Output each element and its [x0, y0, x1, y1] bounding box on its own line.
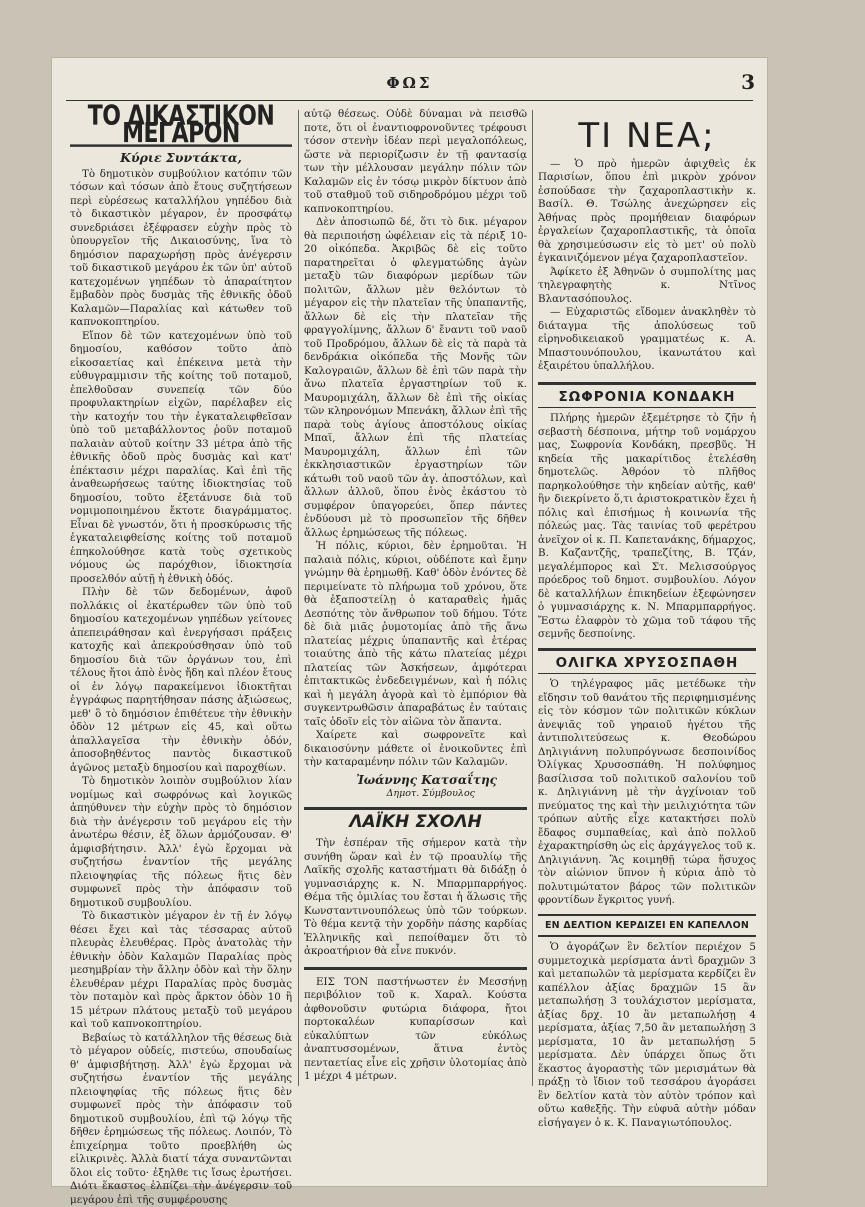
- paragraph: Βεβαίως τὸ κατάλληλον τῆς θέσεως διὰ τὸ μέγαρον οὐδείς, πιστεύω, σπουδαίως θ' ἀμφισβήτησῃ. Ἀλλ' ἐγὼ ἔρχομαι νὰ συζητήσω ἐναντίον τῆς μεγάλης πλειοψηφίας τῆς πόλεως ἥτις δὲν συμφωνεῖ πρὸς τὴν ἀπόφασιν τοῦ δημοτικοῦ συμβουλίου, ἐπὶ τῷ λόγῳ τῆς δῆθεν ἐρημώσεως τῆς πόλεως. Λοιπόν, Τὸ ἐπιχείρημα τοῦτο προεβλήθη ὡς εἰλικρινὲς. Ἀλλὰ διατί τάχα συναντῶνται ὅλοι εἰς τοῦτο· ἐξηλθε τις ἴσως ἐρωτήσει. Διότι ἕκαστος ἐλπίζει τὴν ἀνέγερσιν τοῦ μεγάρου ἐπὶ τῆς συμφέρουσης: [70, 1032, 292, 1207]
- advertisement: ΕΙΣ ΤΟΝ παστήνωστεν ἐν Μεσσήνῃ περιβόλιον τοῦ κ. Χαραλ. Κούστα ἀφθονοῦσιν φυτώρια διάφορα, ἤτοι πορτοκαλέων κυπαρίσσων καὶ εὐκαλύπτων τῶν εὐκόλως ἀναπτυσσομένων, ἅτινα ἐντὸς πενταετίας εἶνε εἰς χρῆσιν ὑλοτομίας ἀπὸ 1 μέχρι 4 μέτρων.: [304, 976, 527, 1084]
- page-number: 3: [741, 70, 755, 94]
- section-rule: [538, 382, 756, 385]
- paragraph: Πλὴν δὲ τῶν δεδομένων, ἀφοῦ πολλάκις οἱ ἑκατέρωθεν τῶν ὑπὸ τοῦ δημοσίου κατεχομένων γηπέδων γείτονες ἀπεπειράθησαν καὶ ἐνεργήσασι πράξεις κατοχῆς καὶ ἀπεκρούσθησαν ὑπὸ τοῦ δημοσίου διὰ τῶν ὀργάνων του, ἐπὶ τέλους ἤτοι ἀπὸ ἑνὸς ἤδη καὶ πλέον ἔτους οἱ ἐν λόγῳ παρακείμενοι ἰδιοκτῆται ἐγγράφως παρητήθησαν πάσης ἀξιώσεως, μεθ' ὃ τὸ δημόσιον ἐπιθέτευε τὴν ἐθνικὴν ὁδὸν 12 μέτρων εἰς 45, καὶ οὕτω ἀπαλλαγεῖσα τὴν ἐθνικὴν ὁδόν, ἀποσοβηθέντος παντὸς δικαστικοῦ ἀγῶνος μεταξὺ δημοσίου καὶ παροχθίων.: [70, 586, 292, 775]
- paragraph: Τὸ δικαστικὸν μέγαρον ἐν τῇ ἐν λόγῳ θέσει ἔχει καὶ τὰς τέσσαρας αὐτοῦ πλευρὰς ἐλευθέρας. Πρὸς ἀνατολὰς τὴν ἐθνικὴν ὁδὸν Καλαμῶν Παραλίας πρὸς μεσημβρίαν τὴν ἄλλην ὁδὸν καὶ τὴν ὅλην ἐλευθέραν μέχρι Παραλίας πρὸς δυσμὰς τὸν ποταμὸν καὶ πρὸς ἄρκτον ὁδὸν 10 ἢ 15 μέτρων πλάτους μεταξὺ τοῦ μεγάρου καὶ τοῦ καπνοκοπτηρίου.: [70, 910, 292, 1032]
- column-2: [304, 108, 527, 1166]
- section-rule: [304, 967, 527, 970]
- paragraph: Τὸ δημοτικὸν συμβούλιον κατόπιν τῶν τόσων καὶ τόσων ἀπὸ ἔτους συζητήσεων περὶ εὑρέσεως καταλλήλου γηπέδου διὰ τὸ δικαστικὸν μέγαρον, ἐν προσφάτῳ συνεδριάσει ἐξέφρασεν εὐχὴν πρὸς τὸ ὑπουργεῖον τῆς Δικαιοσύνης, ἵνα τὸ δημόσιον παραχωρήσῃ πρὸς ἀνέγερσιν τοῦ δικαστικοῦ μεγάρου ἐκ τῶν ὑπ' αὐτοῦ κατεχομένων γηπέδων τὸ ἀπαραίτητον ἔμβαδὸν πρὸς δυσμὰς τῆς ἐθνικῆς ὁδοῦ Καλαμῶν—Παραλίας καὶ κάτωθεν τοῦ καπνοκοπτηρίου.: [70, 168, 292, 330]
- paragraph: Τὴν ἑσπέραν τῆς σήμερον κατὰ τὴν συνήθη ὥραν καὶ ἐν τῷ προαυλίῳ τῆς Λαϊκῆς σχολῆς καταστήματι θὰ διδάξῃ ὁ γυμνασιάρχης κ. Ν. Μπαρμπαρρήγος. Θέμα τῆς ὁμιλίας του ἔσται ἡ ἅλωσις τῆς Κωνσταντινουπόλεως ὑπὸ τῶν τούρκων. Τὸ θέμα κεντᾷ τὴν χορδὴν πάσης καρδίας Ἑλληνικῆς καὶ πεποίθαμεν ὅτι τὸ ἀκροατήριον θὰ εἶνε πυκνόν.: [304, 837, 527, 959]
- masthead: [52, 68, 767, 98]
- section-rule: [538, 648, 756, 651]
- obituary-title: ΣΩΦΡΟΝΙΑ ΚΟΝΔΑΚΗ: [538, 391, 756, 409]
- paragraph: Ὁ τηλέγραφος μᾶς μετέδωκε τὴν εἴδησιν τοῦ θανάτου τῆς περιφημισμένης εἰς τὸν κόσμον τῶν πολιτικῶν κύκλων ἀνεψιᾶς τοῦ γηραιοῦ ἡγέτου τῆς ἀντιπολιτεύσεως κ. Θεοδώρου Δηλιγιάννη πολυπρόγνωσε δεσποινίδος Ὀλίγκας Χρυσοσπάθη. Ἡ πολύφημος βασίλισσα τοῦ πολιτικοῦ σαλονίου τοῦ κ. Δηλιγιάννη μὲ τὴν ἀγχίνοιαν τοῦ πνεύματος της καὶ τὴν μειλιχιότητα τῶν τρόπων αὐτῆς εἶχε κατακτήσει πολὺ ἔδαφος συμπαθείας, καὶ ἀπὸ πολλοῦ ἐχαρακτηρίσθη ὡς εἰς ἀρχάγγελος τοῦ κ. Δηλιγιάννη. Ἂς κοιμηθῇ τώρα ἥσυχος τὸν αἰώνιον ὕπνον ἡ κύρια ἀπὸ τὸ πολυτιμώτατον βάρος τῶν πολιτικῶν φροντίδων ἔγκριτος γυνή.: [538, 678, 756, 908]
- signature: Ἰωάννης Κατσαΐτης: [304, 774, 527, 788]
- column-divider: [532, 110, 533, 1086]
- section-rule: [304, 807, 527, 810]
- paper-name: ΦΩΣ: [52, 74, 767, 92]
- signature-title: Δημοτ. Σύμβουλος: [304, 787, 527, 801]
- news-item: — Ὁ πρὸ ἡμερῶν ἀφιχθεὶς ἐκ Παρισίων, ὅπου ἐπὶ μικρὸν χρόνον ἐσπούδασε τὴν ζαχαροπλαστικὴν κ. Βασίλ. Θ. Τσώλης ἀνεχώρησεν εἰς Ἀθήνας πρὸς προμήθειαν διαφόρων ἐργαλείων ζαχαροπλαστικῆς, τὰ ὁποῖα θὰ χρησιμεύσωσιν εἰς τὸ μετ' οὐ πολὺ ἐγκαινιζόμενον μέγα ζαχαροπλαστεῖον.: [538, 158, 756, 266]
- newspaper-page: [52, 58, 767, 1186]
- paragraph: Χαίρετε καὶ σωφρονεῖτε καὶ δικαιοσύνην μάθετε οἱ ἐνοικοῦντες ἐπὶ τὴν καταραμένην πόλιν τῶν Καλαμῶν.: [304, 729, 527, 770]
- paragraph: Πλήρης ἡμερῶν ἐξεμέτρησε τὸ ζῆν ἡ σεβαστὴ δέσποινα, μήτηρ τοῦ νομάρχου μας, Σωφρονία Κονδάκη, πρεσβῦς. Ἡ κηδεία τῆς μακαρίτιδος ἐτελέσθη δημοτελῶς. Ἀθρόον τὸ πλῆθος παρηκολούθησε τὴν κηδείαν αὐτῆς, καθ' ἣν διεκρίνετο ὅ,τι ἀριστοκρατικὸν ἔχει ἡ πόλις καὶ ἐπισήμως ἡ κοινωνία τῆς πόλεώς μας. Τὰς ταινίας τοῦ φερέτρου ἀνεῖχον οἱ κ. Π. Καπετανάκης, δήμαρχος, Β. Καζαντζῆς, τραπεζίτης, Β. Τζάν, μεγαλέμπορος καὶ Στ. Μελισσούργος πρόεδρος τοῦ δημοτ. συμβουλίου. Λόγον δὲ καταλλήλων ἐπικηδείων ἐξεφώνησεν ὁ γυμνασιάρχης κ. Ν. Μπαρμπαρρήγος. Ἔστω ἐλαφρὸν τὸ χῶμα τοῦ τάφου τῆς σεμνῆς δεσποίνης.: [538, 412, 756, 642]
- news-item: — Εὐχαριστῶς εἴδομεν ἀνακληθὲν τὸ διάταγμα τῆς ἀπολύσεως τοῦ εἰρηνοδικειακοῦ γραμματέως κ. Α. Μπαστουνόπουλου, ἱκανωτάτου καὶ ἐξαιρέτου ὑπαλλήλου.: [538, 306, 756, 374]
- column-1: [70, 108, 292, 1166]
- paragraph: αὐτῷ θέσεως. Οὐδὲ δύναμαι νὰ πεισθῶ ποτε, ὅτι οἱ ἐναντιοφρονοῦντες τρέφουσι τόσον στενὴν ἰδέαν περὶ μεγαλοπόλεως, ὥστε νὰ περιορίζωσιν ἐν τῇ φαντασίᾳ των τὴν μέλλουσαν μεγάλην πόλιν τῶν Καλαμῶν εἰς ἐν τόσῳ μικρὸν δίκτυον ἀπὸ τοῦ σταθμοῦ τοῦ σιδηροδρόμου μέχρι τοῦ καπνοκοπτηρίου.: [304, 108, 527, 216]
- paragraph: Τὸ δημοτικὸν λοιπὸν συμβούλιον λίαν νομίμως καὶ σωφρόνως καὶ λογικῶς ἀπηύθυνεν τὴν εὐχὴν πρὸς τὸ δημόσιον διὰ τὴν ἀνέγερσιν τοῦ μεγάρου εἰς τὴν ἀνωτέρω θέσιν, ἐξ ὅλων ἁρμόζουσαν. Θ' ἀμφισβήτησιν. Ἀλλ' ἐγὼ ἔρχομαι νὰ συζητήσω ἐναντίον τῆς μεγάλης πλειοψηφίας τῆς πόλεως ἥτις δὲν συμφωνεῖ πρὸς τὴν ἀπόφασιν τοῦ δημοτικοῦ συμβουλίου.: [70, 775, 292, 910]
- article-title: ΤΟ ΔΙΚΑΣΤΙΚΟΝ ΜΕΓΑΡΟΝ: [70, 108, 292, 147]
- column-3: [538, 108, 756, 1166]
- news-item: Ἀφίκετο ἐξ Ἀθηνῶν ὁ συμπολίτης μας τηλεγραφητὴς κ. Ντῖνος Βλαντασόπουλος.: [538, 266, 756, 307]
- notice-title: ΕΝ ΔΕΛΤΙΟΝ ΚΕΡΔΙΖΕΙ ΕΝ ΚΑΠΕΛΛΟΝ: [538, 914, 756, 938]
- paragraph: Δὲν ἀποσιωπῶ δέ, ὅτι τὸ δικ. μέγαρον θὰ περιποιήσῃ ὠφέλειαν εἰς τὰ πέριξ 10-20 οἰκόπεδα. Ἀκριβῶς δὲ εἰς τοῦτο παρατηρεῖται ὁ φλεγματώδης ἀγὼν μεταξὺ τῶν διαφόρων μερίδων τῶν πολιτῶν, ἄλλων μὲν θελόντων τὸ μέγαρον εἰς τὴν πλατεῖαν τῆς ὑπαπαντῆς, ἄλλων δὲ εἰς τὴν πλατεῖαν τῆς φραγγολίμνης, ἄλλων δ' ἔναντι τοῦ ναοῦ τοῦ Προδρόμου, ἄλλων δὲ εἰς τὰ παρὰ τὰ δενδράκια οἰκόπεδα τῆς Μονῆς τῶν Καλογραιῶν, ἄλλων δὲ ἐπὶ τῶν παρὰ τὴν ἄνω πλατεῖα ἐργαστηρίων τοῦ κ. Μαυρομιχάλη, ἄλλων δὲ ἐπὶ τῆς οἰκίας τῶν κληρονόμων Μπενάκη, ἄλλων ἐπὶ τῆς παρὰ τοὺς ἁγίους ἀποστόλους οἰκίας Μπαϊ, ἄλλων ἐπὶ τῆς πλατείας Μαυρομιχάλη, ἄλλων ἐπὶ τῶν ἐκκλησιαστικῶν ἐργαστηρίων τῶν κάτωθι τοῦ ναοῦ τῶν ἁγ. ἀποστόλων, καὶ ἄλλων ἀλλοῦ, ὅπου ἑνὸς ἑκάστου τὸ συμφέρον ὑπαγορεύει, ὅπερ πάντες ἐνδύουσι μὲ τὸ προσωπεῖον τῆς δῆθεν ἄλλως ἐρημώσεως τῆς πόλεως.: [304, 216, 527, 540]
- news-title: ΤΙ ΝΕΑ;: [538, 130, 756, 144]
- paragraph: Ὁ ἀγοράζων ἓν δελτίον περιέχον 5 συμμετοχικὰ μερίσματα ἀντὶ δραχμῶν 3 καὶ μεταπωλῶν τὰ μερίσματα κερδίζει ἓν καπέλλον ἀξίας δραχμῶν 15 ἂν μεταπωλήσῃ 3 τουλάχιστον μερίσματα, ἀξίας δρχ. 10 ἂν μεταπωλήσῃ 4 μερίσματα, ἀξίας 7,50 ἂν μεταπωλήσῃ 3 μερίσματα, 10 ἂν μεταπωλήσῃ 5 μερίσματα. Δὲν ὑπάρχει ὅπως ὅτι ἕκαστος ἀγοραστὴς τῶν μερισμάτων θὰ πράξῃ τὸ ἴδιον τοῦ τεσσάρου ἀγοράσει ἓν δελτίον κατὰ τὸν αὐτὸν τρόπον καὶ οὕτω καθεξῆς. Τὴν εὐφυᾶ αὐτὴν μόδαν εἰσήγαγεν ὁ κ. Κ. Παναγιωτόπουλος.: [538, 941, 756, 1130]
- salutation: Κύριε Συντάκτα,: [70, 151, 292, 165]
- section-title: ΛΑΪΚΗ ΣΧΟΛΗ: [304, 816, 527, 830]
- obituary-title: ΟΛΙΓΚΑ ΧΡΥΣΟΣΠΑΘΗ: [538, 657, 756, 675]
- paragraph: Εἴπον δὲ τῶν κατεχομένων ὑπὸ τοῦ δημοσίου, καθόσον τοῦτο ἀπὸ εἰκοσαετίας καὶ ἐπέκεινα μετὰ τὴν εὐθυγραμμισιν τῆς κοίτης τοῦ ποταμοῦ, ἐπελθοῦσαν συνεπείᾳ τῶν δύο προφυλακτηρίων εἰχῶν, παρέλαβεν εἰς τὴν κατοχήν του τὴν ἐγκαταλειφθεῖσαν ὑπὸ τοῦ μεταβάλλοντος ῥοῦν ποταμοῦ παλαιὰν αὐτοῦ κοίτην 33 μέτρα ἀπὸ τῆς ἐθνικῆς ὁδοῦ πρὸς δυσμὰς καὶ κατ' ἐπέκτασιν μέχρι παραλίας. Καὶ ἐπὶ τῆς ἀναθεωρήσεως ταύτης ἰδιοκτησίας τοῦ δημοσίου, τοῦτο ἐξετάνυσε διὰ τοῦ νομιμοποιημένου ἔκτοτε διαγράμματος. Εἶναι δὲ γνωστόν, ὅτι ἡ προσκύρωσις τῆς ἐγκαταλειφθείσης κοίτης τοῦ ποταμοῦ ἐπηκολούθησε κατὰ τοὺς σχετικοὺς νόμους ὡς παρόχθιον, ἰδιοκτησία προσελθόν αὐτῇ ἡ ἐθνικὴ ὁδός.: [70, 330, 292, 587]
- paragraph: Ἡ πόλις, κύριοι, δὲν ἐρημοῦται. Ἡ παλαιὰ πόλις, κύριοι, οὐδέποτε καὶ ἔμην γνώμην θὰ ἐρημωθῇ. Καθ' ὁδὸν ἐνόντες δὲ περιμείνατε τὸ πλήρωμα τοῦ χρόνου, ὅτε θὰ ἐξαποστείλῃ ὁ καταραθεὶς ἡμᾶς Δεσπότης τὸν ἄνθρωπον τοῦ δήμου. Τότε δὲ διὰ μιᾶς ῥυμοτομίας ἀπὸ τῆς ἄνω πλατείας μέχρις ὑπαπαντῆς καὶ ἑτέρας τοιαύτης ἀπὸ τῆς κάτω πλατείας μέχρι πλατείας τῶν Ἀσκήσεων, ἀμφότεραι ἐπιτακτικῶς ἐνδεδειγμένων, καὶ ἡ πόλις καὶ ἡ μεγάλη ἀγορὰ καὶ τὸ ἐμπόριον θὰ συγκεντρωθῶσιν ἀπαραβάτως ἐν ταύταις ταῖς ὁδοῖν εἰς τὸν αἰῶνα τὸν ἅπαντα.: [304, 540, 527, 729]
- column-divider: [298, 110, 299, 1086]
